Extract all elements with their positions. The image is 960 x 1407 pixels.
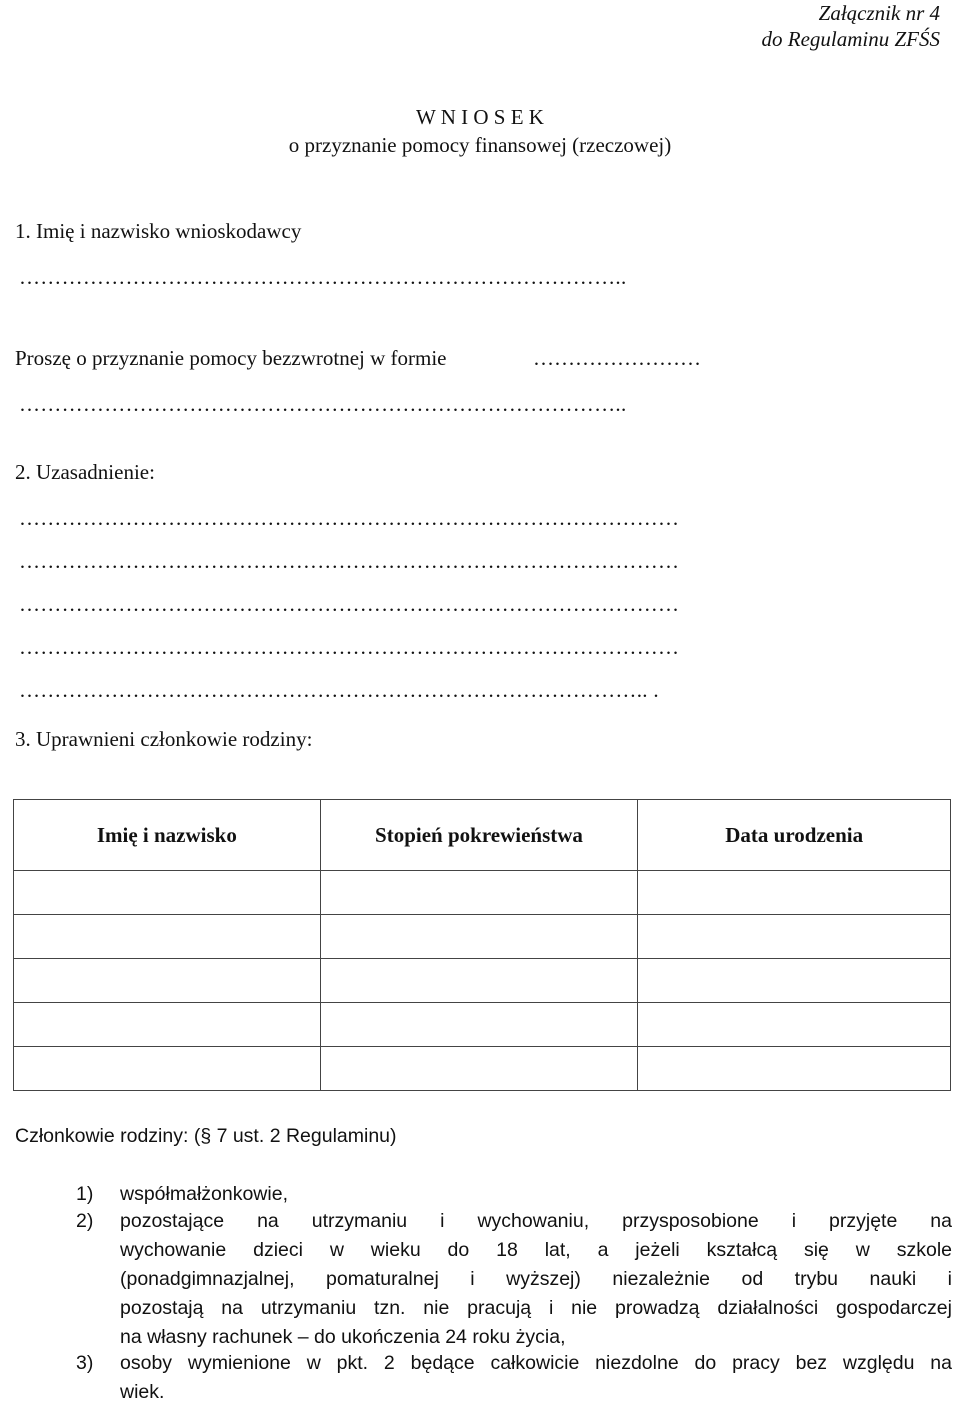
table-cell[interactable] — [638, 871, 951, 915]
table-row — [14, 871, 951, 915]
list-item-number: 1) — [76, 1183, 94, 1205]
column-header-birth-date: Data urodzenia — [638, 800, 951, 871]
table-row — [14, 1003, 951, 1047]
column-header-name: Imię i nazwisko — [14, 800, 321, 871]
justification-line[interactable]: ………………………………………………………………………………… — [19, 506, 680, 530]
table-cell[interactable] — [638, 1003, 951, 1047]
list-item-text: pozostają na utrzymaniu tzn. nie pracują i nie prowadzą działalności gospodarczej — [120, 1297, 952, 1319]
request-form-field[interactable]: …………………… — [533, 346, 701, 370]
table-cell[interactable] — [14, 871, 321, 915]
request-form-field-continued[interactable]: ………………………………………………………………………….. — [19, 392, 627, 416]
list-item-number: 2) — [76, 1210, 94, 1232]
table-cell[interactable] — [320, 871, 638, 915]
table-cell[interactable] — [320, 1047, 638, 1091]
table-cell[interactable] — [638, 959, 951, 1003]
list-item-text: (ponadgimnazjalnej, pomaturalnej i wyższej) niezależnie od trybu nauki i — [120, 1268, 952, 1290]
justification-line[interactable]: ………………………………………………………………………………… — [19, 592, 680, 616]
table-header-row — [14, 800, 951, 871]
justification-label: 2. Uzasadnienie: — [15, 460, 155, 484]
table-cell[interactable] — [638, 915, 951, 959]
table-cell[interactable] — [320, 915, 638, 959]
table-cell[interactable] — [638, 1047, 951, 1091]
document-subtitle: o przyznanie pomocy finansowej (rzeczowej) — [288, 133, 672, 157]
list-item — [76, 1180, 952, 1209]
justification-line[interactable]: ………………………………………………………………………………… — [19, 549, 680, 573]
table-cell[interactable] — [14, 1047, 321, 1091]
annex-line-2: do Regulaminu ZFŚS — [761, 27, 940, 51]
table-cell[interactable] — [320, 959, 638, 1003]
list-item-text: współmałżonkowie, — [120, 1183, 288, 1205]
table-cell[interactable] — [14, 915, 321, 959]
justification-line[interactable]: …………………………………………………………………………….. . — [19, 678, 659, 702]
justification-line[interactable]: ………………………………………………………………………………… — [19, 635, 680, 659]
list-item-text: pozostające na utrzymaniu i wychowaniu, przysposobione i przyjęte na — [120, 1210, 952, 1232]
list-item-number: 3) — [76, 1352, 94, 1374]
applicant-name-label: 1. Imię i nazwisko wnioskodawcy — [15, 219, 302, 243]
document-title: W N I O S E K — [416, 105, 544, 129]
table-cell[interactable] — [320, 1003, 638, 1047]
list-item-text: osoby wymienione w pkt. 2 będące całkowicie niezdolne do pracy bez względu na — [120, 1352, 952, 1374]
list-item-text: wychowanie dzieci w wieku do 18 lat, a jeżeli kształcą się w szkole — [120, 1239, 952, 1261]
annex-line-1: Załącznik nr 4 — [818, 1, 940, 25]
table-row — [14, 1047, 951, 1091]
table-cell[interactable] — [14, 1003, 321, 1047]
table-row — [14, 959, 951, 1003]
family-members-table — [13, 799, 951, 1091]
table-row — [14, 915, 951, 959]
family-members-label: 3. Uprawnieni członkowie rodziny: — [15, 727, 313, 751]
applicant-name-field[interactable]: ………………………………………………………………………….. — [19, 265, 627, 289]
list-item-text: na własny rachunek – do ukończenia 24 roku życia, — [120, 1326, 566, 1348]
list-item — [76, 1207, 952, 1352]
table-cell[interactable] — [14, 959, 321, 1003]
members-definition-heading: Członkowie rodziny: (§ 7 ust. 2 Regulaminu) — [15, 1125, 397, 1147]
request-form-label: Proszę o przyznanie pomocy bezzwrotnej w formie — [15, 346, 447, 370]
list-item — [76, 1349, 952, 1407]
list-item-text: wiek. — [120, 1381, 165, 1403]
column-header-relationship: Stopień pokrewieństwa — [320, 800, 638, 871]
